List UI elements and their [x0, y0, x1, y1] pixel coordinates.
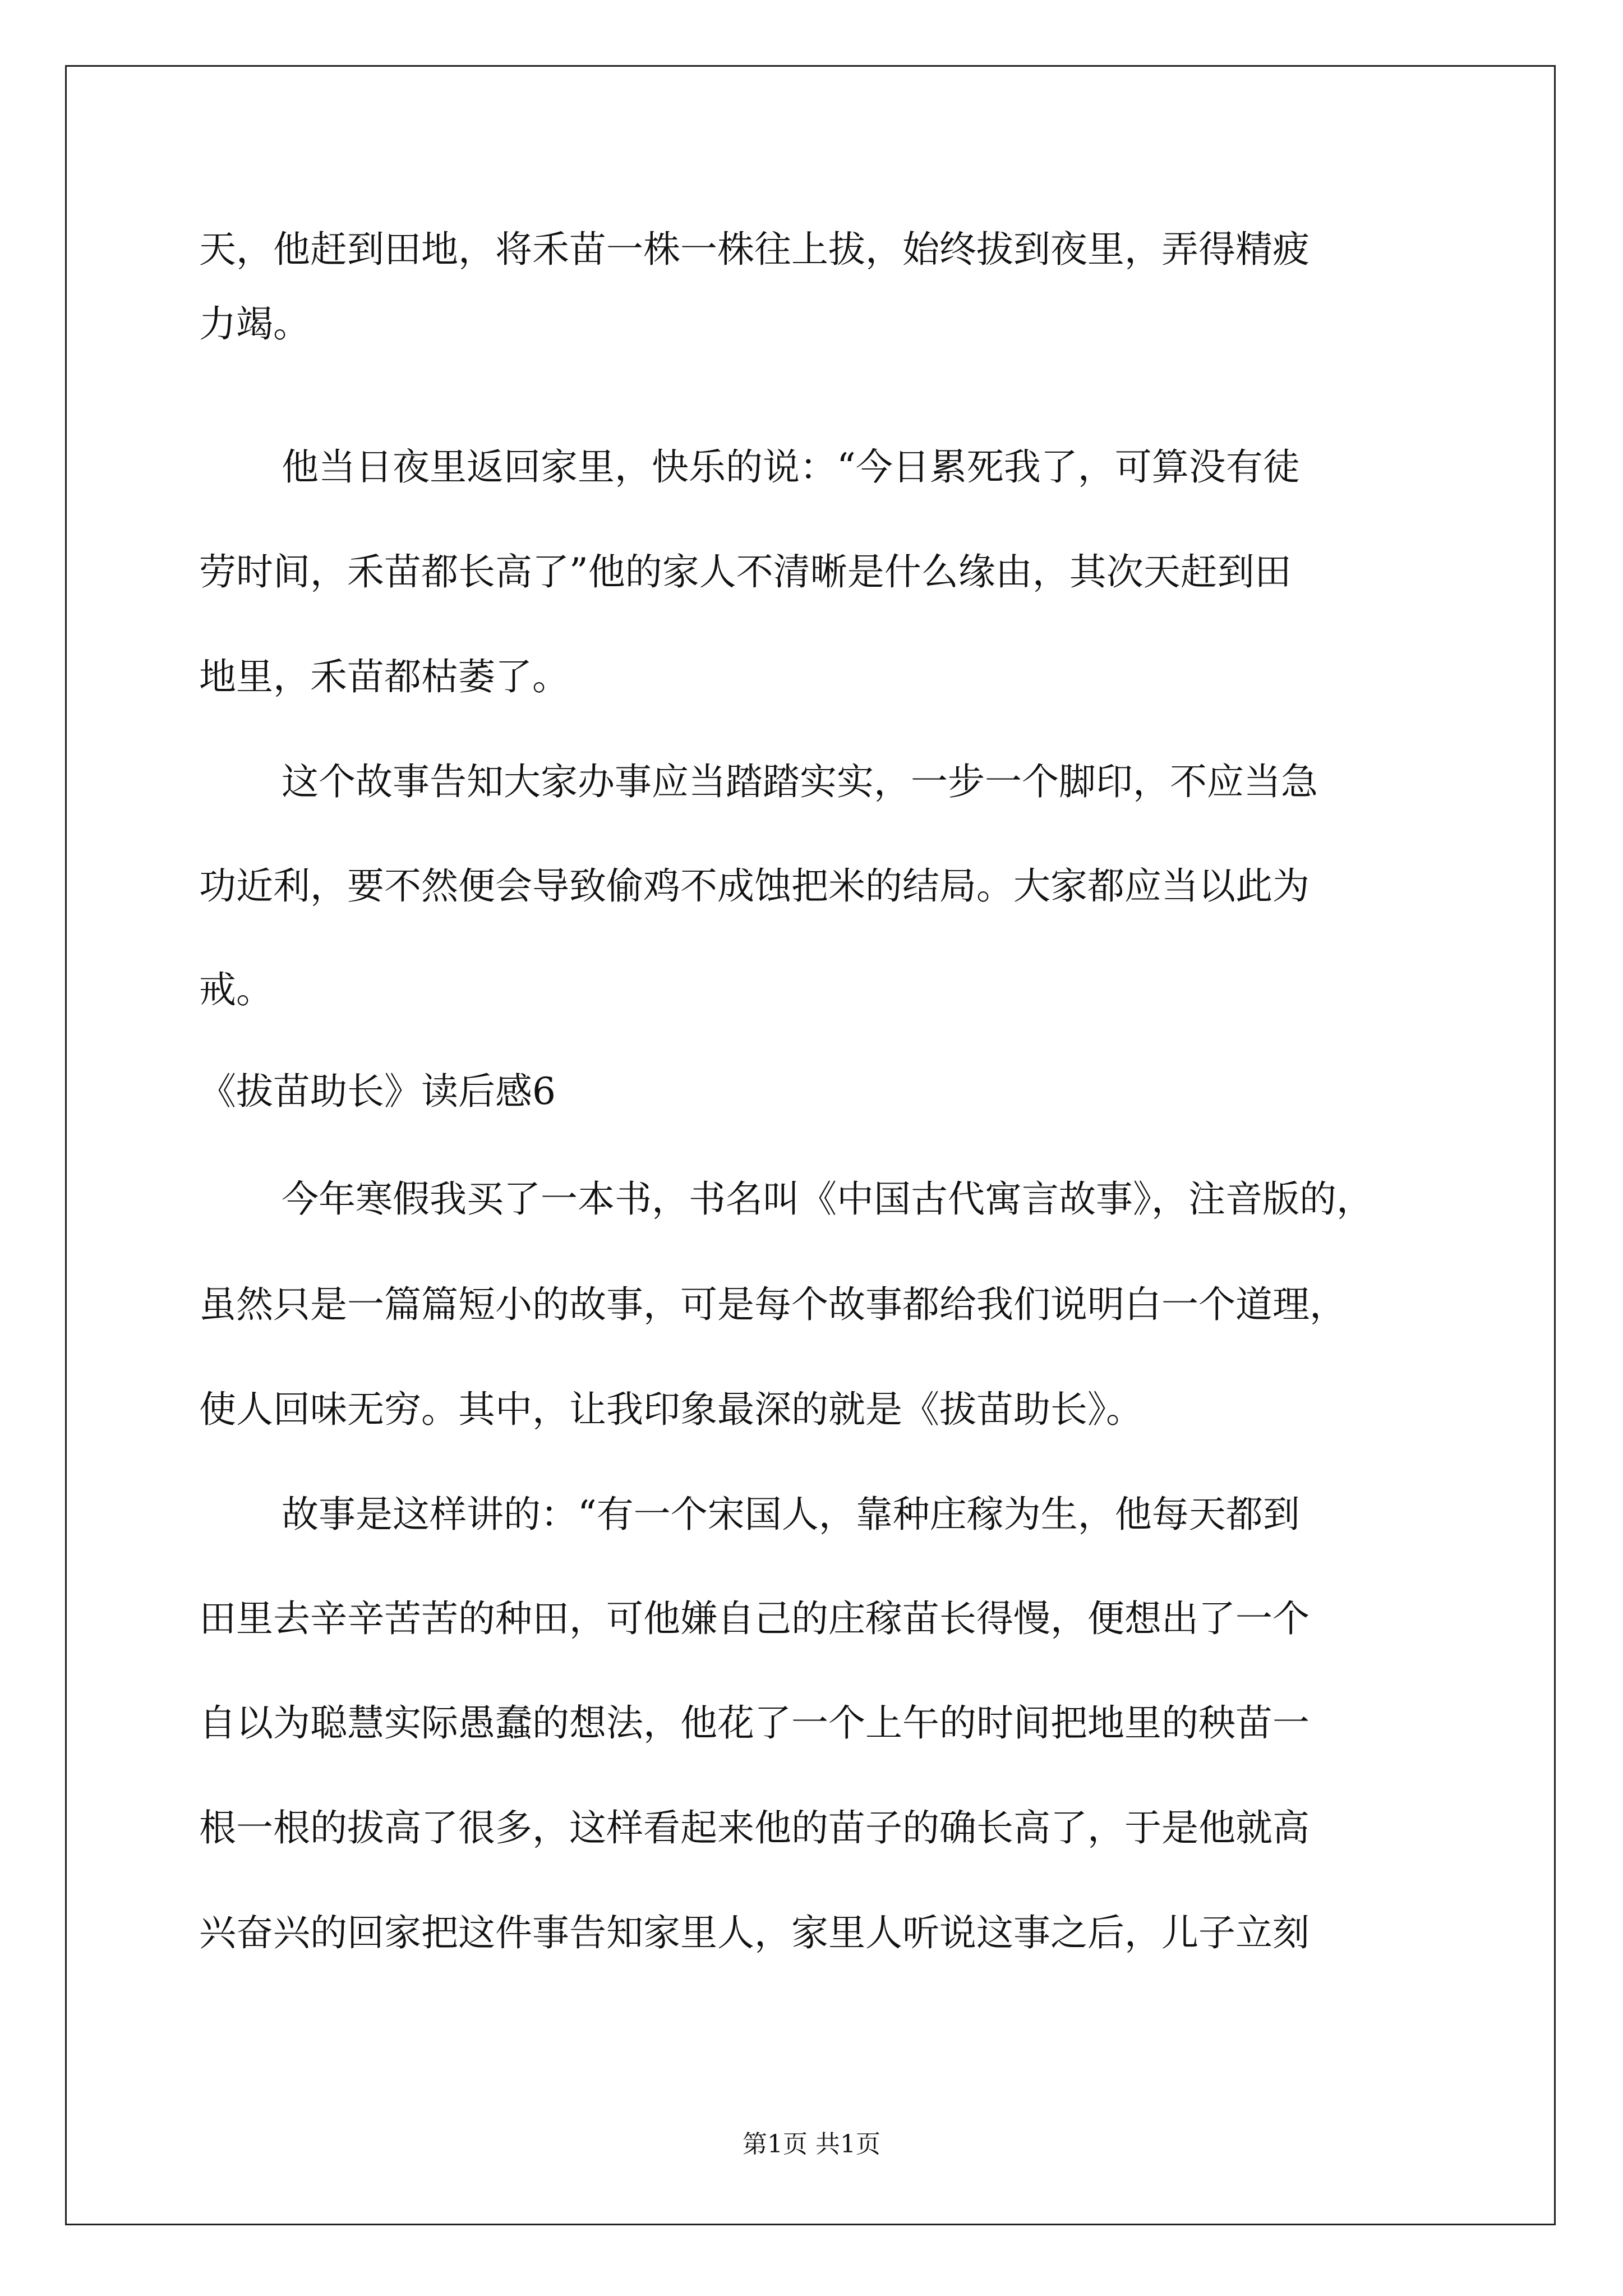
section-heading: 《拔苗助长》读后感6 — [199, 1070, 556, 1113]
paragraph-line: 根一根的拔高了很多，这样看起来他的苗子的确长高了，于是他就高 — [199, 1806, 1310, 1849]
paragraph-line: 他当日夜里返回家里，快乐的说：“今日累死我了，可算没有徒 — [282, 445, 1300, 489]
paragraph-line: 劳时间，禾苗都长高了”他的家人不清晰是什么缘由，其次天赶到田 — [199, 550, 1292, 593]
paragraph-line: 自以为聪慧实际愚蠢的想法，他花了一个上午的时间把地里的秧苗一 — [199, 1701, 1310, 1745]
page-border — [65, 65, 1556, 2225]
paragraph-line: 兴奋兴的回家把这件事告知家里人，家里人听说这事之后，儿子立刻 — [199, 1911, 1310, 1954]
page-footer: 第1页 共1页 — [743, 2130, 880, 2159]
paragraph-line: 天，他赶到田地，将禾苗一株一株往上拔，始终拔到夜里，弄得精疲 — [199, 228, 1310, 271]
paragraph-line: 戒。 — [199, 968, 273, 1011]
paragraph-line: 地里，禾苗都枯萎了。 — [199, 655, 569, 698]
paragraph-line: 故事是这样讲的：“有一个宋国人，靠种庄稼为生，他每天都到 — [282, 1493, 1300, 1536]
paragraph-line: 虽然只是一篇篇短小的故事，可是每个故事都给我们说明白一个道理， — [199, 1283, 1347, 1326]
paragraph-line: 功近利，要不然便会导致偷鸡不成蚀把米的结局。大家都应当以此为 — [199, 864, 1310, 908]
paragraph-line: 使人回味无穷。其中，让我印象最深的就是《拔苗助长》。 — [199, 1388, 1143, 1431]
paragraph-line: 力竭。 — [199, 302, 310, 346]
paragraph-line: 这个故事告知大家办事应当踏踏实实，一步一个脚印，不应当急 — [282, 760, 1318, 803]
paragraph-line: 田里去辛辛苦苦的种田，可他嫌自己的庄稼苗长得慢，便想出了一个 — [199, 1597, 1310, 1640]
paragraph-line: 今年寒假我买了一本书，书名叫《中国古代寓言故事》，注音版的， — [282, 1177, 1373, 1221]
